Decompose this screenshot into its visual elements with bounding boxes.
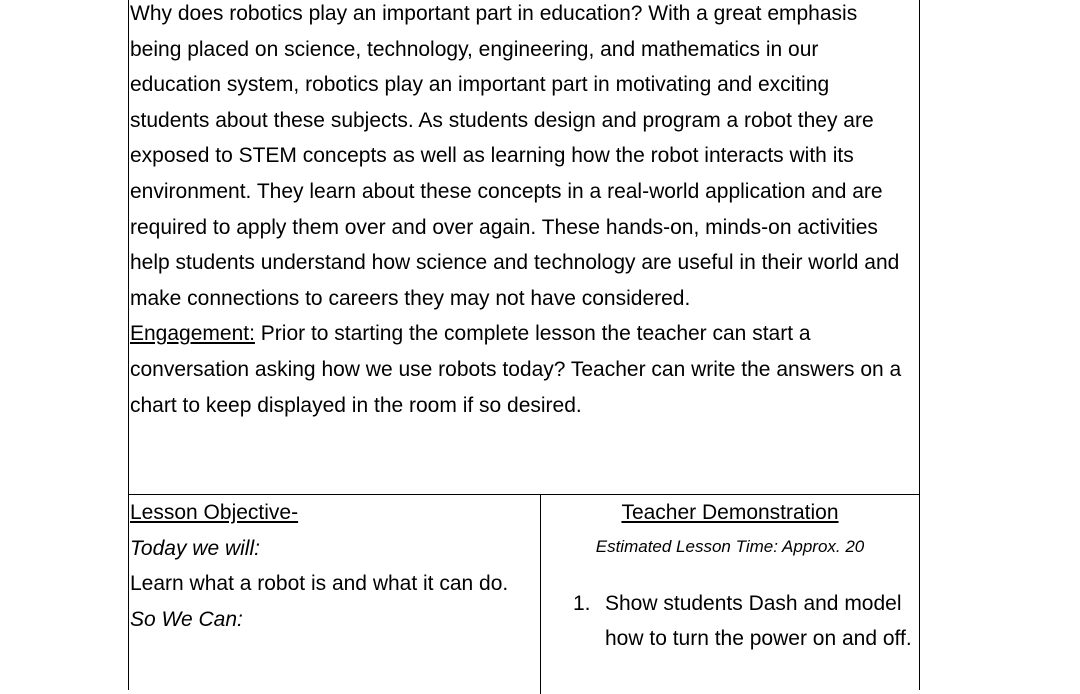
today-we-will-label: Today we will: xyxy=(130,536,260,560)
intro-text: Why does robotics play an important part in education? With a great emphasis being placed on science, technology, engineering, and mathematics in our education system, robotics play an important part in motivating and exciting students about these subjects. As students design and program a robot they are exposed to STEM concepts as well as learning how the robot interacts with its environment. They learn about these concepts in a real-world application and are required to apply them over and over again. These hands-on, minds-on activities help students understand how science and technology are useful in their world and make connections to careers they may not have considered. xyxy=(130,2,900,310)
teacher-demonstration-heading: Teacher Demonstration xyxy=(621,501,839,524)
list-item xyxy=(545,586,915,657)
demonstration-steps xyxy=(545,586,915,657)
step-text: Show students Dash and model how to turn the power on and off. xyxy=(605,591,912,651)
engagement-label: Engagement: xyxy=(130,322,255,346)
lesson-objective-heading: Lesson Objective- xyxy=(130,501,299,524)
column-divider xyxy=(540,494,541,694)
step-number: 1. xyxy=(573,591,591,615)
intro-paragraph xyxy=(130,0,910,316)
so-we-can-label: So We Can: xyxy=(130,607,243,631)
intro-section xyxy=(130,0,910,423)
estimated-lesson-time: Estimated Lesson Time: Approx. 20 xyxy=(595,536,865,556)
teacher-demonstration-cell xyxy=(545,495,915,657)
today-we-will-text: Learn what a robot is and what it can do. xyxy=(130,572,509,596)
engagement-paragraph xyxy=(130,316,910,423)
engagement-text: Prior to starting the complete lesson the teacher can start a conversation asking how we use robots today? Teacher can write the answers on a chart to keep displayed in the room if so desired. xyxy=(130,322,902,417)
lesson-objective-cell xyxy=(130,495,530,637)
